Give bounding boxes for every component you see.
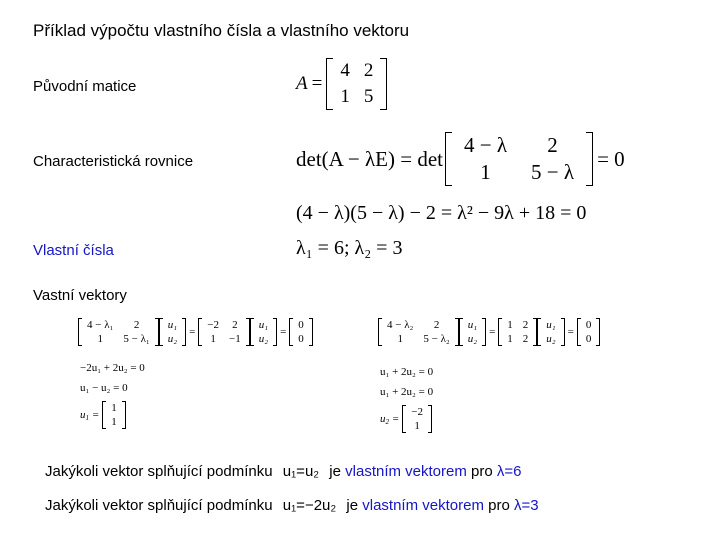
cell: 1 — [507, 333, 513, 345]
page-title: Příklad výpočtu vlastního čísla a vlastního vektoru — [33, 21, 410, 40]
cell: 1 — [111, 402, 117, 414]
cell: 1 — [97, 333, 103, 345]
eigvec2-basis-vector — [402, 405, 432, 433]
eigvec2-equation: 4 − λ₂ 2 1 5 − λ₂ u₁ u₂ = 1 2 1 2 u₁ u₂ = 0 0 — [378, 318, 600, 346]
eigvec2-zero-vector — [577, 318, 601, 346]
eigvec2-matrix-numeric — [498, 318, 537, 346]
conclusion-1-highlight: vlastním vektorem — [345, 463, 467, 480]
cell: 2 — [433, 319, 440, 331]
conclusion-1-condition: u₁=u₂ — [282, 463, 320, 480]
char-matrix-cell: 2 — [547, 133, 558, 157]
matrix-a-cell: 4 — [340, 60, 350, 81]
conclusion-1-suffix: pro — [471, 463, 493, 480]
matrix-a-cell: 1 — [340, 86, 350, 107]
cell: u₁ — [167, 319, 178, 331]
eigvec1-basis-vector — [102, 401, 126, 429]
cell: 2 — [232, 319, 238, 331]
conclusion-1 — [45, 463, 521, 480]
label-original-matrix: Původní matice — [33, 78, 137, 95]
char-eq-rhs: = 0 — [597, 146, 625, 171]
cell: u₁ — [467, 319, 478, 331]
conclusion-2 — [45, 497, 539, 514]
char-matrix-cell: 4 − λ — [464, 133, 508, 157]
eigvec2-matrix-lambda — [378, 318, 459, 346]
label-eigenvectors: Vastní vektory — [33, 287, 127, 304]
eigvec2-vector-u2 — [537, 318, 564, 346]
cell: 0 — [585, 333, 592, 345]
conclusion-2-lambda: λ=3 — [513, 497, 539, 514]
eigvec1-basis: $u_1$ = 1 1 — [80, 401, 126, 429]
conclusion-2-prefix: Jakýkoli vektor splňující podmínku — [45, 497, 273, 514]
char-matrix-cell: 1 — [480, 160, 491, 184]
cell: u₁ — [258, 319, 269, 331]
conclusion-1-mid: je — [329, 463, 341, 480]
cell: −2 — [411, 406, 423, 418]
conclusion-2-highlight: vlastním vektorem — [362, 497, 484, 514]
cell: 4 − λ₂ — [387, 319, 414, 331]
cell: 0 — [585, 319, 592, 331]
char-matrix-cell: 5 − λ — [531, 160, 575, 184]
char-eq-lhs: det(A − λE) = det — [296, 146, 443, 171]
eigvec1-vector-u2 — [250, 318, 277, 346]
cell: 1 — [397, 333, 403, 345]
eigvec1-equation: 4 − λ₁ 2 1 5 − λ₁ u₁ u₂ = −2 2 1 −1 u₁ u₂ = 0 0 — [78, 318, 313, 346]
eigvec2-vector-u — [459, 318, 486, 346]
cell: 2 — [522, 319, 529, 331]
char-eq-expanded: (4 − λ)(5 − λ) − 2 = λ² − 9λ + 18 = 0 — [296, 202, 587, 224]
matrix-a-cell: 5 — [363, 86, 374, 107]
conclusion-1-prefix: Jakýkoli vektor splňující podmínku — [45, 463, 273, 480]
cell: 2 — [522, 333, 529, 345]
cell: −1 — [229, 333, 241, 345]
matrix-a-name: A — [296, 73, 308, 94]
cell: u₂ — [258, 333, 269, 345]
cell: 1 — [414, 420, 420, 432]
eigvec1-line1: −2u₁ + 2u₂ = 0 — [80, 362, 145, 374]
cell: u₂ — [167, 333, 178, 345]
label-characteristic-equation: Characteristická rovnice — [33, 153, 194, 170]
cell: 1 — [507, 319, 513, 331]
eigvec1-line2: u₁ − u₂ = 0 — [80, 382, 128, 394]
char-eq-determinant — [296, 132, 625, 186]
cell: u₂ — [546, 333, 556, 345]
char-eq-matrix — [445, 132, 593, 186]
label-eigenvalues: Vlastní čísla — [33, 242, 114, 259]
conclusion-2-mid: je — [346, 497, 359, 514]
cell: u₂ — [467, 333, 478, 345]
eigvec2-line1: u₁ + 2u₂ = 0 — [380, 366, 434, 378]
cell: u₁ — [546, 319, 556, 331]
cell: −2 — [207, 319, 220, 331]
cell: 4 − λ₁ — [87, 319, 114, 331]
cell: 5 − λ₁ — [123, 333, 150, 345]
eigvec2-basis: $u_2$ = −2 1 — [380, 405, 432, 433]
cell: 1 — [111, 416, 117, 428]
cell: 0 — [298, 333, 304, 345]
matrix-a — [326, 58, 387, 110]
cell: 2 — [133, 319, 140, 331]
eigvec1-vector-u — [159, 318, 186, 346]
matrix-a-formula: A = 4 2 1 5 — [296, 58, 387, 110]
cell: 5 − λ₂ — [423, 333, 450, 345]
cell: 1 — [210, 333, 216, 345]
eigenvalues-formula: λ₁ = 6; λ₂ = 3 — [296, 237, 403, 259]
conclusion-2-suffix: pro — [488, 497, 510, 514]
eigvec1-matrix-numeric — [198, 318, 249, 346]
matrix-a-cell: 2 — [363, 60, 374, 81]
eigvec2-line2: u₁ + 2u₂ = 0 — [380, 386, 434, 398]
conclusion-1-lambda: λ=6 — [496, 463, 522, 480]
conclusion-2-condition: u₁=−2u₂ — [282, 497, 337, 514]
eigvec1-matrix-lambda — [78, 318, 159, 346]
cell: 0 — [298, 319, 304, 331]
eigvec1-zero-vector — [289, 318, 313, 346]
